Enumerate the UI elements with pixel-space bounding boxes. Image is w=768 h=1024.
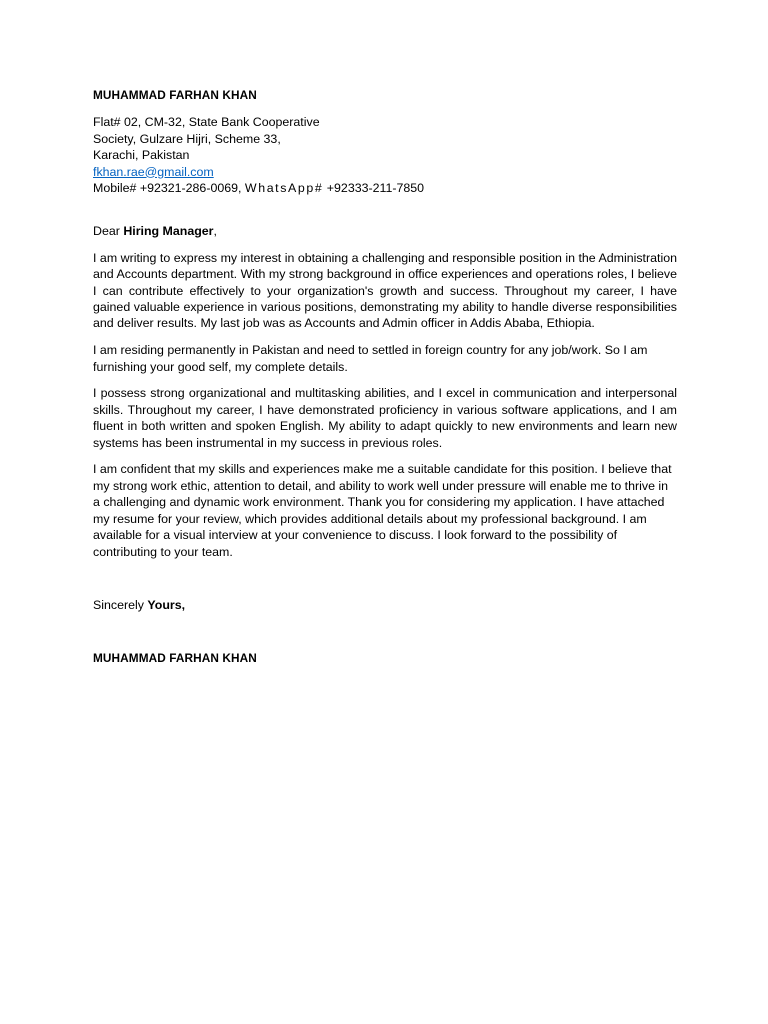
address-line-2: Society, Gulzare Hijri, Scheme 33, xyxy=(93,131,281,146)
whatsapp-label: WhatsApp# xyxy=(244,181,324,196)
address-line-3: Karachi, Pakistan xyxy=(93,148,190,163)
address-line-1: Flat# 02, CM-32, State Bank Cooperative xyxy=(93,115,320,130)
whatsapp-number: +92333-211-7850 xyxy=(323,181,425,196)
phone-line xyxy=(93,180,677,196)
closing xyxy=(93,597,677,613)
salutation-prefix: Dear xyxy=(93,224,124,239)
email-link[interactable]: fkhan.rae@gmail.com xyxy=(93,164,214,179)
paragraph-conclusion: I am confident that my skills and experiences make me a suitable candidate for this position. I believe that my strong work ethic, attention to detail, and ability to work well under pressure will enable me to thrive in a challenging and dynamic work environment. Thank you for considering my application. I have attached my resume for your review, which provides additional details about my professional background. I am available for a visual interview at your convenience to discuss. I look forward to the possibility of contributing to your team. xyxy=(93,462,672,559)
paragraph-skills: I possess strong organizational and multitasking abilities, and I excel in communication and interpersonal skills. Throughout my career, I have demonstrated proficiency in various software applications, and I am fluent in both written and spoken English. My ability to adapt quickly to new environments and learn new systems has been instrumental in my success in previous roles. xyxy=(93,386,677,450)
salutation-recipient: Hiring Manager xyxy=(123,224,214,239)
mobile-label: Mobile# +92321-286-0069, xyxy=(93,181,245,196)
salutation xyxy=(93,223,677,239)
paragraph-introduction: I am writing to express my interest in obtaining a challenging and responsible position in the Administration and Accounts department. With my strong background in office experiences and operations roles, I believe I can contribute effectively to your organization's growth and success. Throughout my career, I have gained valuable experience in various positions, demonstrating my ability to handle diverse responsibilities and deliver results. My last job was as Accounts and Admin officer in Addis Ababa, Ethiopia. xyxy=(93,250,677,331)
sender-address-block xyxy=(93,114,677,196)
salutation-suffix: , xyxy=(213,224,217,239)
sender-name: MUHAMMAD FARHAN KHAN xyxy=(93,88,257,102)
paragraph-residence: I am residing permanently in Pakistan and need to settled in foreign country for any job/work. So I am furnishing your good self, my complete details. xyxy=(93,343,648,374)
email-line xyxy=(93,164,677,180)
signature-name: MUHAMMAD FARHAN KHAN xyxy=(93,651,257,666)
closing-prefix: Sincerely xyxy=(93,597,148,612)
letter-body xyxy=(93,87,677,667)
closing-bold: Yours, xyxy=(147,597,186,612)
